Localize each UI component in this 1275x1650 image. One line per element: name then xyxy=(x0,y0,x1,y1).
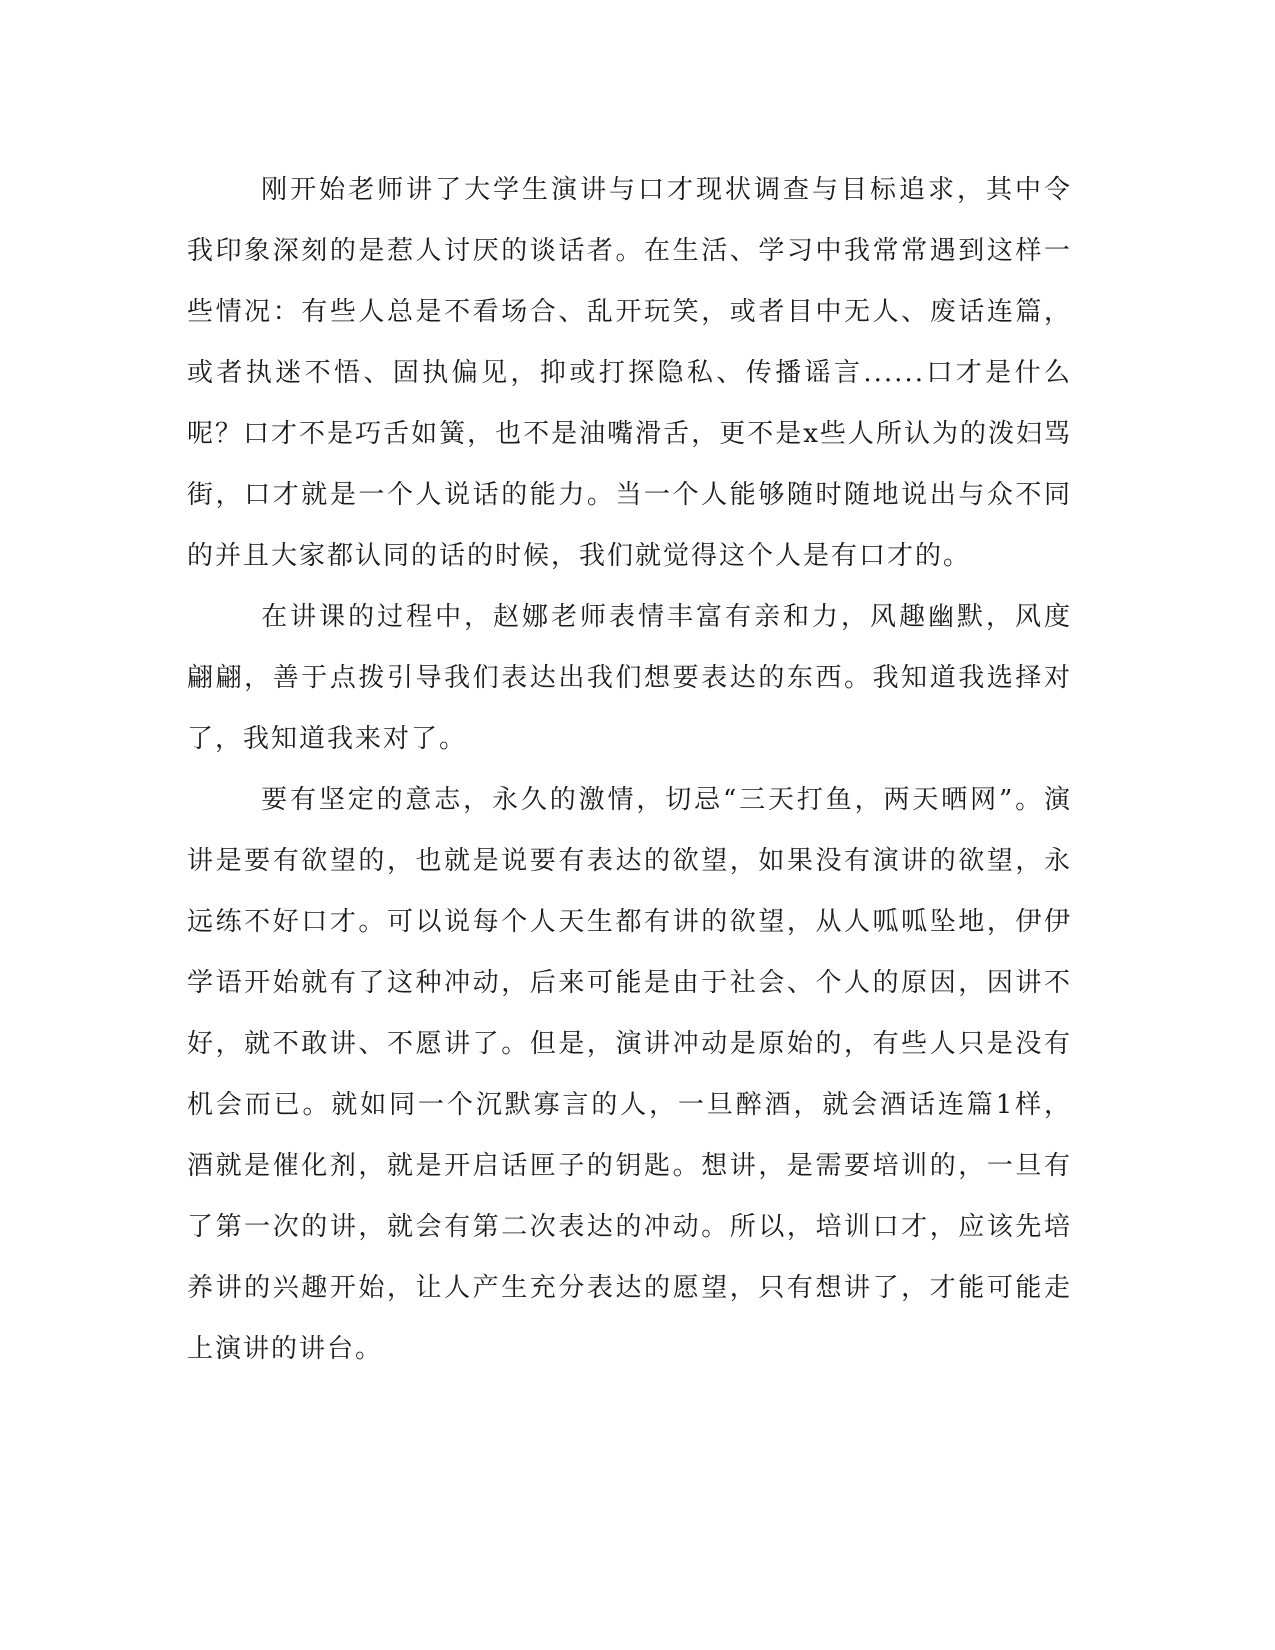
paragraph-2: 在讲课的过程中，赵娜老师表情丰富有亲和力，风趣幽默，风度翩翩，善于点拨引导我们表达出我们想要表达的东西。我知道我选择对了，我知道我来对了。 xyxy=(187,602,1072,754)
paragraph-3: 要有坚定的意志，永久的激情，切忌“三天打鱼，两天晒网”。演讲是要有欲望的，也就是说要有表达的欲望，如果没有演讲的欲望，永远练不好口才。可以说每个人天生都有讲的欲望，从人呱呱坠地，伊伊学语开始就有了这种冲动，后来可能是由于社会、个人的原因，因讲不好，就不敢讲、不愿讲了。但是，演讲冲动是原始的，有些人只是没有机会而已。就如同一个沉默寡言的人，一旦醉酒，就会酒话连篇1样，酒就是催化剂，就是开启话匣子的钥匙。想讲，是需要培训的，一旦有了第一次的讲，就会有第二次表达的冲动。所以，培训口才，应该先培养讲的兴趣开始，让人产生充分表达的愿望，只有想讲了，才能可能走上演讲的讲台。 xyxy=(187,785,1072,1364)
paragraph-1: 刚开始老师讲了大学生演讲与口才现状调查与目标追求，其中令我印象深刻的是惹人讨厌的谈话者。在生活、学习中我常常遇到这样一些情况：有些人总是不看场合、乱开玩笑，或者目中无人、废话连篇，或者执迷不悟、固执偏见，抑或打探隐私、传播谣言......口才是什么呢？口才不是巧舌如簧，也不是油嘴滑舌，更不是x些人所认为的泼妇骂街，口才就是一个人说话的能力。当一个人能够随时随地说出与众不同的并且大家都认同的话的时候，我们就觉得这个人是有口才的。 xyxy=(187,175,1072,571)
document-body xyxy=(187,160,1072,1380)
